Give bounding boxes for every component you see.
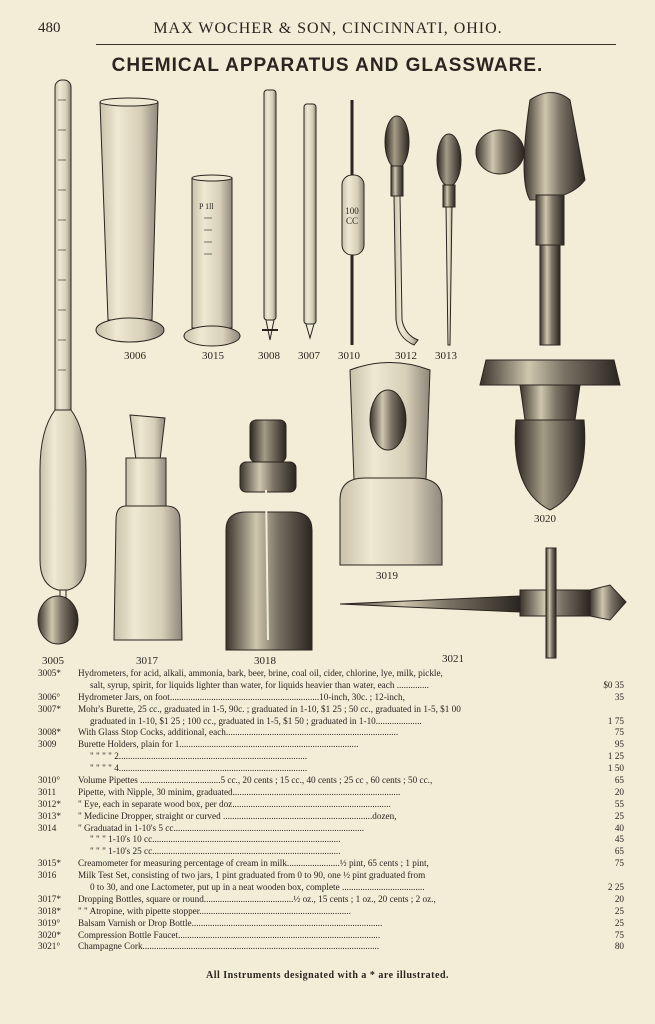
catalog-row (38, 775, 628, 787)
catalog-number: 3016 (38, 870, 57, 881)
catalog-row (38, 823, 628, 835)
catalog-price: 75 (614, 929, 624, 940)
catalog-number: 3005* (38, 668, 61, 678)
catalog-row (38, 906, 628, 918)
catalog-list (38, 668, 628, 953)
catalog-number: 3009 (38, 739, 57, 750)
catalog-description: graduated in 1-10, $1 25 ; 100 cc., graduated in 1-5, $1 50 ; graduated in 1-10.................... (90, 715, 422, 726)
catalog-number: 3011 (38, 786, 57, 797)
catalog-description: Pipette, with Nipple, 30 minim, graduated......................................................................... (78, 786, 401, 797)
catalog-row (38, 846, 628, 858)
company-name: MAX WOCHER & SON, CINCINNATI, OHIO. (153, 20, 503, 37)
figure-label-3012: 3012 (395, 350, 417, 362)
catalog-number: 3013* (38, 810, 61, 821)
dropper-3012 (385, 116, 418, 345)
catalog-price: 2 25 (607, 882, 624, 893)
catalog-row (38, 882, 628, 894)
figure-label-3006: 3006 (124, 350, 146, 362)
catalog-row (38, 727, 628, 739)
figure-label-3018: 3018 (254, 655, 276, 667)
hydrometer-jar-3006 (96, 98, 164, 342)
catalog-row (38, 763, 628, 775)
hydrometer-3005 (38, 80, 86, 644)
catalog-number: 3008* (38, 727, 61, 738)
catalog-price: 45 (614, 834, 624, 845)
catalog-description: Dropping Bottles, square or round.......................................½ oz., 15 cents ; 1 oz., 20 cents ; 2 oz., (78, 893, 436, 904)
catalog-row (38, 941, 628, 953)
catalog-row (38, 739, 628, 751)
catalog-row (38, 930, 628, 942)
catalog-description: Hydrometers, for acid, alkali, ammonia, bark, beer, brine, coal oil, cider, chlorine, lye, milk, pickle, (78, 668, 443, 678)
dropping-bottle-3017 (114, 415, 182, 640)
burette-3008 (262, 90, 278, 340)
catalog-description: " " Atropine, with pipette stopper.................................................................. (78, 905, 351, 916)
catalog-description: Burette Holders, plain for 1.............................................................................. (78, 739, 359, 750)
catalog-price: 55 (614, 798, 624, 809)
figure-label-3020: 3020 (534, 513, 556, 525)
catalog-row (38, 811, 628, 823)
burette-3007 (304, 104, 316, 338)
catalog-description: With Glass Stop Cocks, additional, each........................................................................... (78, 727, 399, 738)
figure-label-3017: 3017 (136, 655, 158, 667)
catalog-row (38, 787, 628, 799)
catalog-price: 1 50 (607, 763, 624, 774)
catalog-row (38, 716, 628, 728)
catalog-row (38, 704, 628, 716)
catalog-row (38, 918, 628, 930)
catalog-price: 1 25 (607, 751, 624, 762)
catalog-description: salt, syrup, spirit, for liquids lighter than water, for liquids heavier than water, each .............. (90, 679, 429, 690)
catalog-description: Mohr's Burette, 25 cc., graduated in 1-5, 90c. ; graduated in 1-10, $1 25 ; 50 cc., graduated in 1-5, $1 00 (78, 703, 461, 714)
catalog-description: 0 to 30, and one Lactometer, put up in a neat wooden box, complete .................................... (90, 882, 425, 893)
catalog-price: 95 (614, 739, 624, 750)
dropper-3013 (437, 134, 461, 345)
catalog-price: 35 (614, 691, 624, 702)
catalog-description: " " " " 4.................................................................................. (90, 763, 308, 774)
catalog-row (38, 680, 628, 692)
catalog-number: 3020* (38, 929, 61, 940)
catalog-price: 25 (614, 810, 624, 821)
catalog-number: 3012* (38, 798, 61, 809)
catalog-description: Compression Bottle Faucet........................................................................................ (78, 929, 381, 940)
catalog-row (38, 870, 628, 882)
catalog-price: 75 (614, 727, 624, 738)
catalog-row (38, 894, 628, 906)
catalog-price: $0 35 (603, 679, 624, 690)
catalog-number: 3010° (38, 775, 61, 786)
catalog-number: 3007* (38, 703, 61, 714)
catalog-description: Creamometer for measuring percentage of cream in milk.......................½ pint, 65 cents ; 1 pint, (78, 858, 429, 869)
catalog-description: " " " 1-10's 10 cc.................................................................................. (90, 834, 341, 845)
figure-label-3019: 3019 (376, 570, 398, 582)
figure-label-3005: 3005 (42, 655, 64, 667)
catalog-description: " " " " 2.................................................................................. (90, 751, 308, 762)
catalog-price: 80 (614, 941, 624, 952)
catalog-number: 3014 (38, 822, 57, 833)
catalog-row (38, 799, 628, 811)
catalog-row (38, 858, 628, 870)
catalog-price: 20 (614, 786, 624, 797)
catalog-description: " Medicine Dropper, straight or curved .................................................................dozen, (78, 810, 397, 821)
catalog-number: 3018* (38, 905, 61, 916)
catalog-number: 3006° (38, 691, 61, 702)
catalog-description: " " " 1-10's 25 cc.................................................................................. (90, 846, 341, 857)
catalog-price: 75 (614, 858, 624, 869)
pipette-marking: 100 CC (345, 206, 359, 226)
figure-label-3015: 3015 (202, 350, 224, 362)
page-number: 480 (38, 20, 61, 36)
catalog-number: 3015* (38, 858, 61, 869)
catalog-price: 25 (614, 905, 624, 916)
catalog-price: 65 (614, 846, 624, 857)
catalog-price: 40 (614, 822, 624, 833)
page-title: CHEMICAL APPARATUS AND GLASSWARE. (111, 55, 544, 76)
catalog-price: 65 (614, 775, 624, 786)
catalog-description: Volume Pipettes ...................................5 cc., 20 cents ; 15 cc., 40 cents ; 25 cc , 60 cents ; 50 cc., (78, 775, 433, 786)
figure-label-3013: 3013 (435, 350, 457, 362)
catalog-description: Champagne Cork....................................................................................................... (78, 941, 380, 952)
figure-label-3010: 3010 (338, 350, 360, 362)
catalog-description: " Graduatad in 1-10's 5 cc................................................................................... (78, 822, 365, 833)
catalog-number: 3021° (38, 941, 61, 952)
creamometer-3015 (184, 175, 240, 346)
catalog-description: Balsam Varnish or Drop Bottle................................................................................... (78, 917, 383, 928)
catalog-description: Milk Test Set, consisting of two jars, 1 pint graduated from 0 to 90, one ½ pint graduated from (78, 870, 426, 881)
figure-label-3021: 3021 (442, 653, 464, 665)
catalog-description: Hydrometer Jars, on foot.................................................................10-inch, 30c. ; 12-inch, (78, 691, 405, 702)
figure-label-3008: 3008 (258, 350, 280, 362)
catalog-row (38, 692, 628, 704)
catalog-number: 3017* (38, 893, 61, 904)
figure-label-3007: 3007 (298, 350, 320, 362)
catalog-price: 1 75 (607, 715, 624, 726)
catalog-price: 25 (614, 917, 624, 928)
catalog-row (38, 751, 628, 763)
footer-note: All Instruments designated with a * are illustrated. (205, 970, 450, 981)
catalog-row (38, 834, 628, 846)
catalog-number: 3019° (38, 917, 61, 928)
creamometer-marking: P 1ll (199, 202, 214, 211)
catalog-row (38, 668, 628, 680)
compression-faucet-3020 (476, 93, 620, 511)
catalog-description: " Eye, each in separate wood box, per doz..................................................................... (78, 798, 391, 809)
atropine-bottle-3018 (226, 420, 312, 650)
catalog-price: 20 (614, 893, 624, 904)
varnish-bottle-3019 (340, 363, 442, 566)
